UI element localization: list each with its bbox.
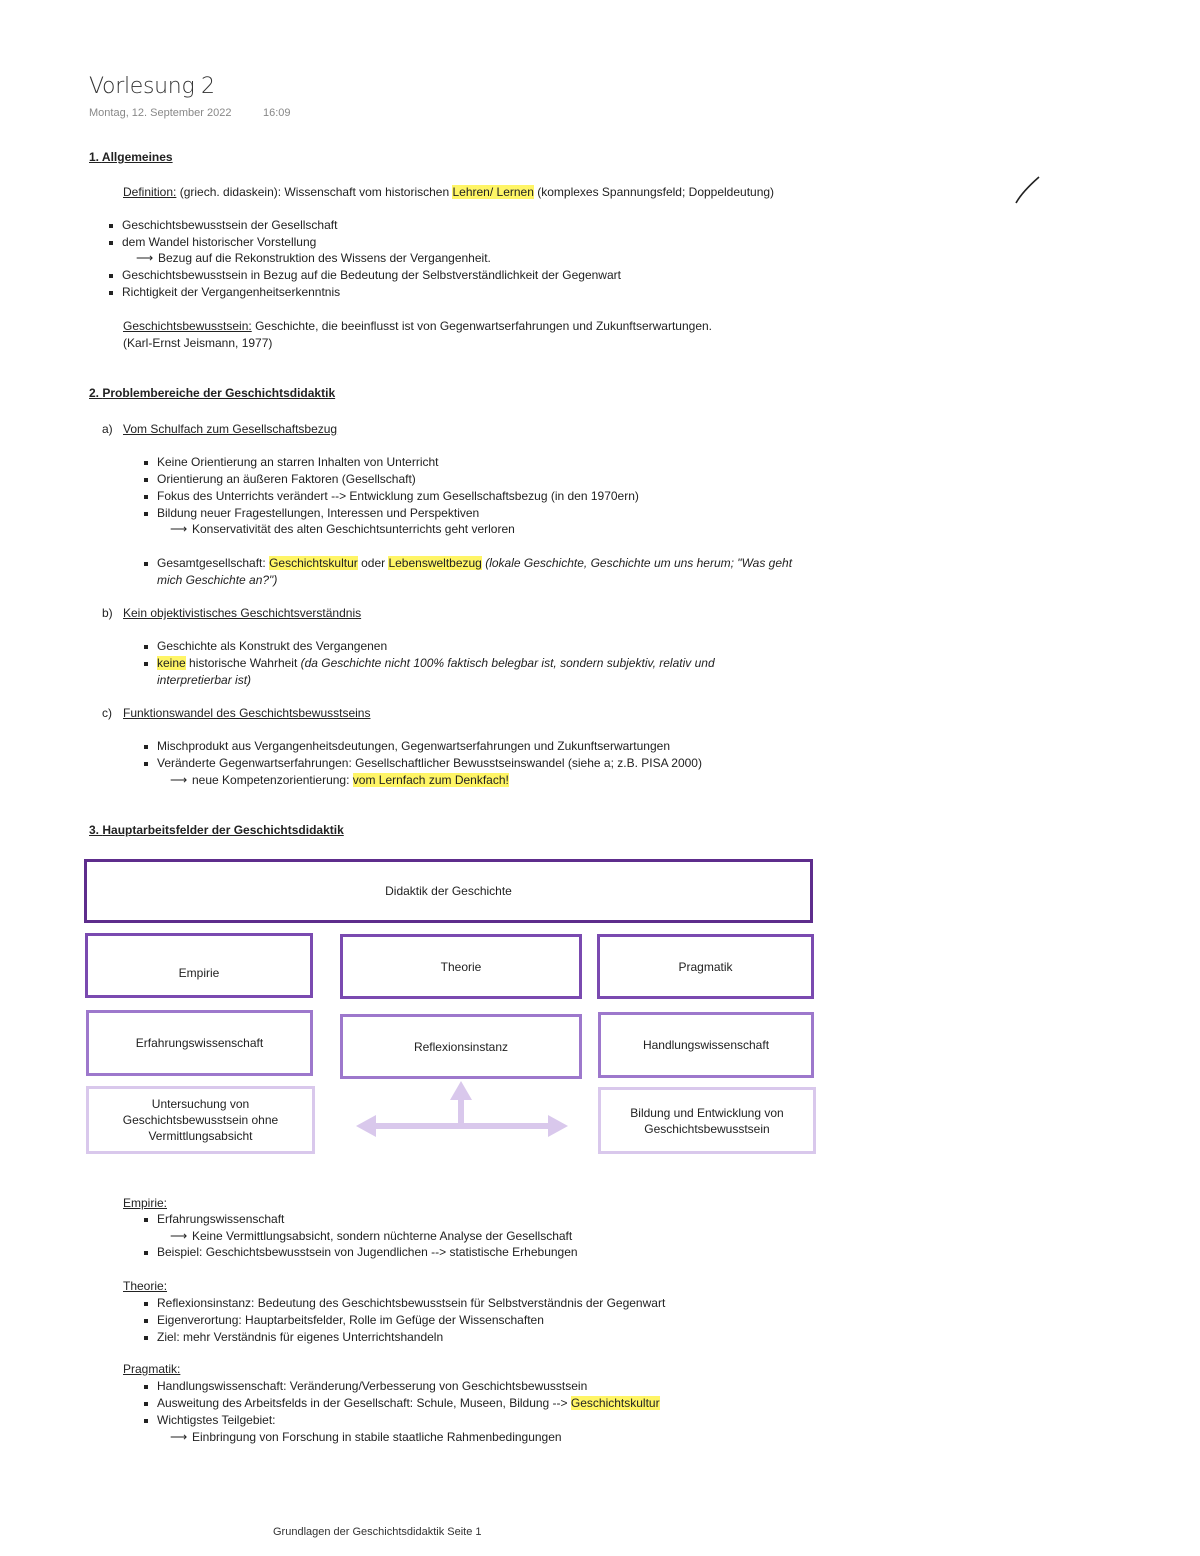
section-2-heading: 2. Problembereiche der Geschichtsdidaktik <box>89 386 336 400</box>
diagram-box-theorie: Theorie <box>340 934 582 999</box>
list-item-continuation: mich Geschichte an?") <box>157 573 278 587</box>
list-item: Wichtigstes Teilgebiet: <box>157 1412 660 1429</box>
list-item: Reflexionsinstanz: Bedeutung des Geschichtsbewusstsein für Selbstverständnis der Gegenwart <box>157 1295 665 1312</box>
arrow-right-icon: ⟶ <box>170 773 188 787</box>
subsection-c-label: c) <box>102 706 112 720</box>
list-item: Orientierung an äußeren Faktoren (Gesellschaft) <box>157 471 639 488</box>
section-1-list-2 <box>122 267 621 301</box>
list-item: Veränderte Gegenwartserfahrungen: Gesellschaftlicher Bewusstseinswandel (siehe a; z.B. PISA 2000) <box>157 755 702 772</box>
list-item: keine historische Wahrheit (da Geschichte nicht 100% faktisch belegbar ist, sondern subjektiv, relativ und <box>157 655 715 672</box>
empirie-title: Empirie: <box>123 1196 168 1210</box>
list-item: Erfahrungswissenschaft <box>157 1211 284 1228</box>
diagram-box-empirie: Empirie <box>85 933 313 998</box>
arrow-item: ⟶ neue Kompetenzorientierung: vom Lernfach zum Denkfach! <box>170 773 509 787</box>
subsection-b-label: b) <box>102 606 113 620</box>
page-time: 16:09 <box>263 107 291 119</box>
subsection-c-list <box>157 738 702 772</box>
list-item: Keine Orientierung an starren Inhalten von Unterricht <box>157 454 639 471</box>
subsection-b-title: Kein objektivistisches Geschichtsverständnis <box>123 606 362 620</box>
list-item: Handlungswissenschaft: Veränderung/Verbesserung von Geschichtsbewusstsein <box>157 1378 660 1395</box>
pen-stroke-icon <box>1012 174 1042 206</box>
list-item: Geschichte als Konstrukt des Vergangenen <box>157 638 715 655</box>
subsection-b-list <box>157 638 715 689</box>
page-footer: Grundlagen der Geschichtsdidaktik Seite 1 <box>273 1526 482 1538</box>
subsection-a-list-2 <box>157 555 792 589</box>
section-1-heading: 1. Allgemeines <box>89 150 173 164</box>
diagram-box-bildung: Bildung und Entwicklung von Geschichtsbewusstsein <box>598 1087 816 1154</box>
list-item: dem Wandel historischer Vorstellung <box>122 234 337 251</box>
diagram-box-handlungswissenschaft: Handlungswissenschaft <box>598 1012 814 1078</box>
list-item: Ausweitung des Arbeitsfelds in der Gesellschaft: Schule, Museen, Bildung --> Geschichtskultur <box>157 1395 660 1412</box>
page-date: Montag, 12. September 2022 <box>89 107 232 119</box>
list-item: Geschichtsbewusstsein in Bezug auf die Bedeutung der Selbstverständlichkeit der Gegenwart <box>122 267 621 284</box>
diagram-box-pragmatik: Pragmatik <box>597 934 814 999</box>
empirie-list <box>157 1211 284 1228</box>
subsection-a-label: a) <box>102 422 113 436</box>
list-item: Fokus des Unterrichts verändert --> Entwicklung zum Gesellschaftsbezug (in den 1970ern) <box>157 488 639 505</box>
diagram-top-box: Didaktik der Geschichte <box>84 859 813 923</box>
arrow-item: ⟶ Konservativität des alten Geschichtsunterrichts geht verloren <box>170 522 515 536</box>
section-3-heading: 3. Hauptarbeitsfelder der Geschichtsdidaktik <box>89 823 344 837</box>
arrow-item: ⟶ Bezug auf die Rekonstruktion des Wissens der Vergangenheit. <box>136 251 491 265</box>
subsection-c-title: Funktionswandel des Geschichtsbewusstseins <box>123 706 371 720</box>
arrow-right-icon: ⟶ <box>170 1229 188 1243</box>
pragmatik-list <box>157 1378 660 1429</box>
gb-source: (Karl-Ernst Jeismann, 1977) <box>123 336 273 350</box>
list-item: Bildung neuer Fragestellungen, Interessen und Perspektiven <box>157 505 639 522</box>
list-item: Richtigkeit der Vergangenheitserkenntnis <box>122 284 621 301</box>
section-1-list <box>122 217 337 251</box>
diagram-box-untersuchung: Untersuchung von Geschichtsbewusstsein ohne Vermittlungsabsicht <box>86 1086 315 1154</box>
arrow-item: ⟶ Keine Vermittlungsabsicht, sondern nüchterne Analyse der Gesellschaft <box>170 1229 573 1243</box>
list-item: Ziel: mehr Verständnis für eigenes Unterrichtshandeln <box>157 1329 665 1346</box>
arrow-right-icon: ⟶ <box>170 522 188 536</box>
list-item: Geschichtsbewusstsein der Gesellschaft <box>122 217 337 234</box>
list-item: Beispiel: Geschichtsbewusstsein von Jugendlichen --> statistische Erhebungen <box>157 1244 578 1261</box>
definition-line: Definition: (griech. didaskein): Wissenschaft vom historischen Lehren/ Lernen (komplexes Spannungsfeld; Doppeldeutung) <box>123 185 775 199</box>
subsection-a-list <box>157 454 639 522</box>
subsection-a-title: Vom Schulfach zum Gesellschaftsbezug <box>123 422 338 436</box>
page-title: Vorlesung 2 <box>89 74 215 99</box>
list-item-continuation: interpretierbar ist) <box>157 673 252 687</box>
gb-definition: Geschichtsbewusstsein: Geschichte, die beeinflusst ist von Gegenwartserfahrungen und Zukunftserwartungen. <box>123 319 712 333</box>
theorie-list <box>157 1295 665 1346</box>
list-item: Eigenverortung: Hauptarbeitsfelder, Rolle im Gefüge der Wissenschaften <box>157 1312 665 1329</box>
theorie-title: Theorie: <box>123 1279 168 1293</box>
arrow-right-icon: ⟶ <box>136 251 154 265</box>
arrow-item: ⟶ Einbringung von Forschung in stabile staatliche Rahmenbedingungen <box>170 1430 562 1444</box>
list-item: Gesamtgesellschaft: Geschichtskultur oder Lebensweltbezug (lokale Geschichte, Geschichte um uns herum; "Was geht <box>157 555 792 572</box>
arrow-right-icon: ⟶ <box>170 1430 188 1444</box>
pragmatik-title: Pragmatik: <box>123 1362 181 1376</box>
diagram-box-reflexionsinstanz: Reflexionsinstanz <box>340 1014 582 1079</box>
three-way-arrow-icon <box>352 1078 572 1144</box>
diagram-box-erfahrungswissenschaft: Erfahrungswissenschaft <box>86 1010 313 1076</box>
list-item: Mischprodukt aus Vergangenheitsdeutungen, Gegenwartserfahrungen und Zukunftserwartungen <box>157 738 702 755</box>
empirie-list-2 <box>157 1244 578 1261</box>
